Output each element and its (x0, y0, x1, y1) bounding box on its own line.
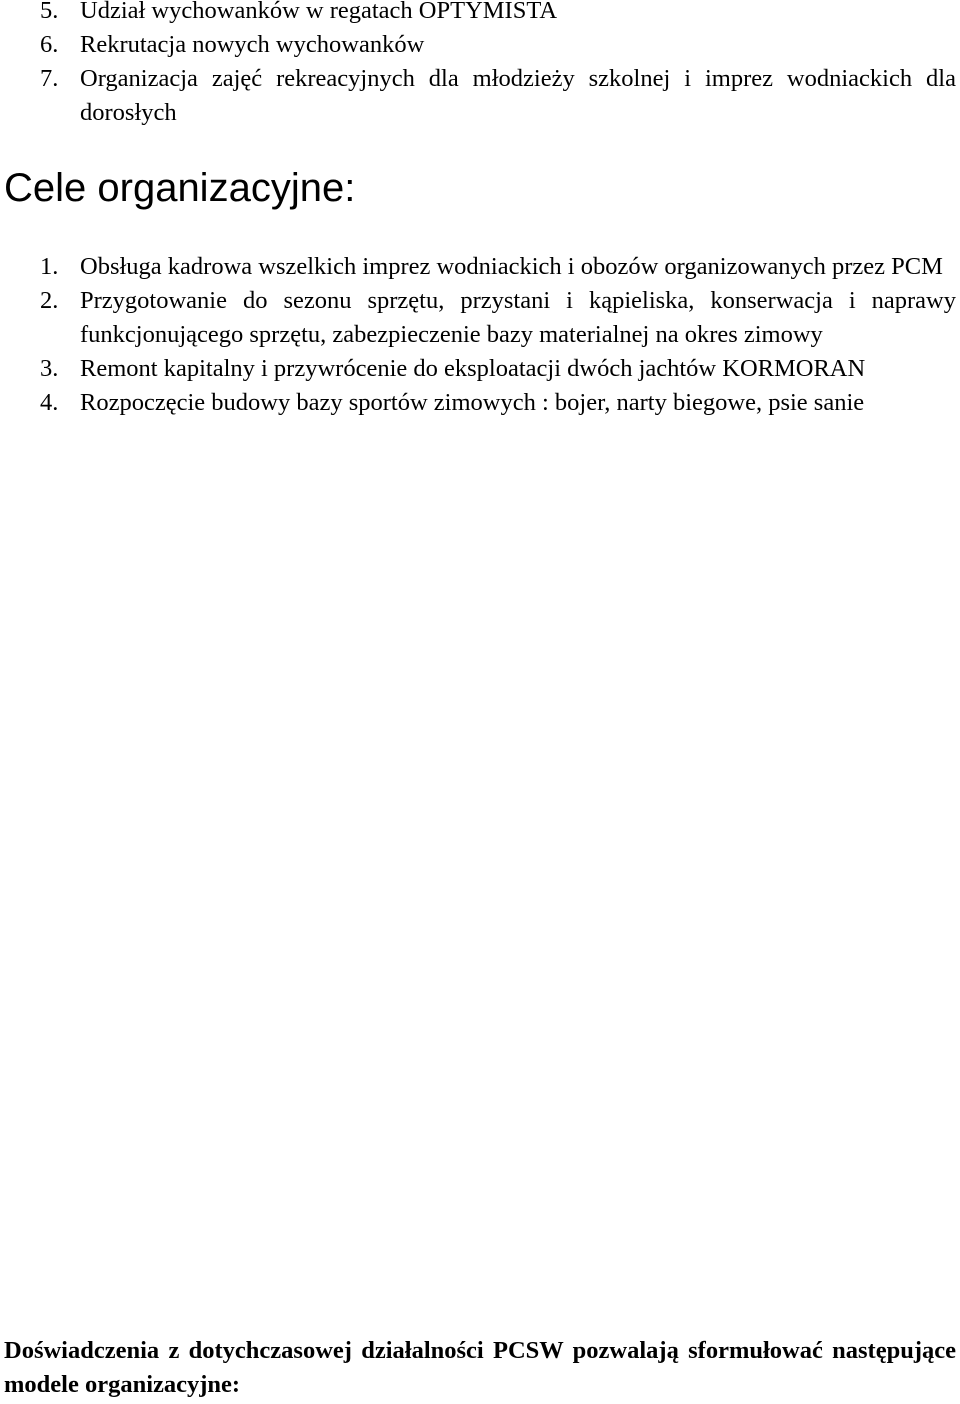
list-item-text: Udział wychowanków w regatach OPTYMISTA (80, 0, 558, 24)
list-item (0, 386, 956, 420)
list-item (0, 352, 956, 386)
list-item (0, 284, 956, 352)
list-item (0, 250, 956, 284)
list-item-number: 7. (40, 65, 59, 92)
list-item-text: Rozpoczęcie budowy bazy sportów zimowych : bojer, narty biegowe, psie sanie (80, 389, 865, 416)
list-item-number: 2. (40, 287, 59, 314)
list-item-number: 6. (40, 31, 59, 58)
list-item-text: Rekrutacja nowych wychowanków (80, 31, 425, 58)
list-item-text: Remont kapitalny i przywrócenie do eksploatacji dwóch jachtów KORMORAN (80, 355, 866, 382)
organizational-goals-list (0, 250, 956, 420)
list-item-number: 3. (40, 355, 59, 382)
list-item-text: Organizacja zajęć rekreacyjnych dla młodzieży szkolnej i imprez wodniackich dla dorosłych (80, 65, 956, 126)
continued-numbered-list (0, 0, 956, 130)
closing-paragraph: Doświadczenia z dotychczasowej działalności PCSW pozwalają sformułować następujące modele organizacyjne: (4, 1337, 956, 1398)
list-item (0, 62, 956, 130)
list-item-number: 4. (40, 389, 59, 416)
list-item (0, 28, 956, 62)
list-item-number: 1. (40, 253, 59, 280)
list-item-number: 5. (40, 0, 59, 24)
list-item-text: Przygotowanie do sezonu sprzętu, przystani i kąpieliska, konserwacja i naprawy funkcjonującego sprzętu, zabezpieczenie bazy materialnej na okres zimowy (80, 287, 956, 348)
list-item-text: Obsługa kadrowa wszelkich imprez wodniackich i obozów organizowanych przez PCM (80, 253, 943, 280)
list-item (0, 0, 956, 28)
section-heading: Cele organizacyjne: (4, 166, 356, 210)
